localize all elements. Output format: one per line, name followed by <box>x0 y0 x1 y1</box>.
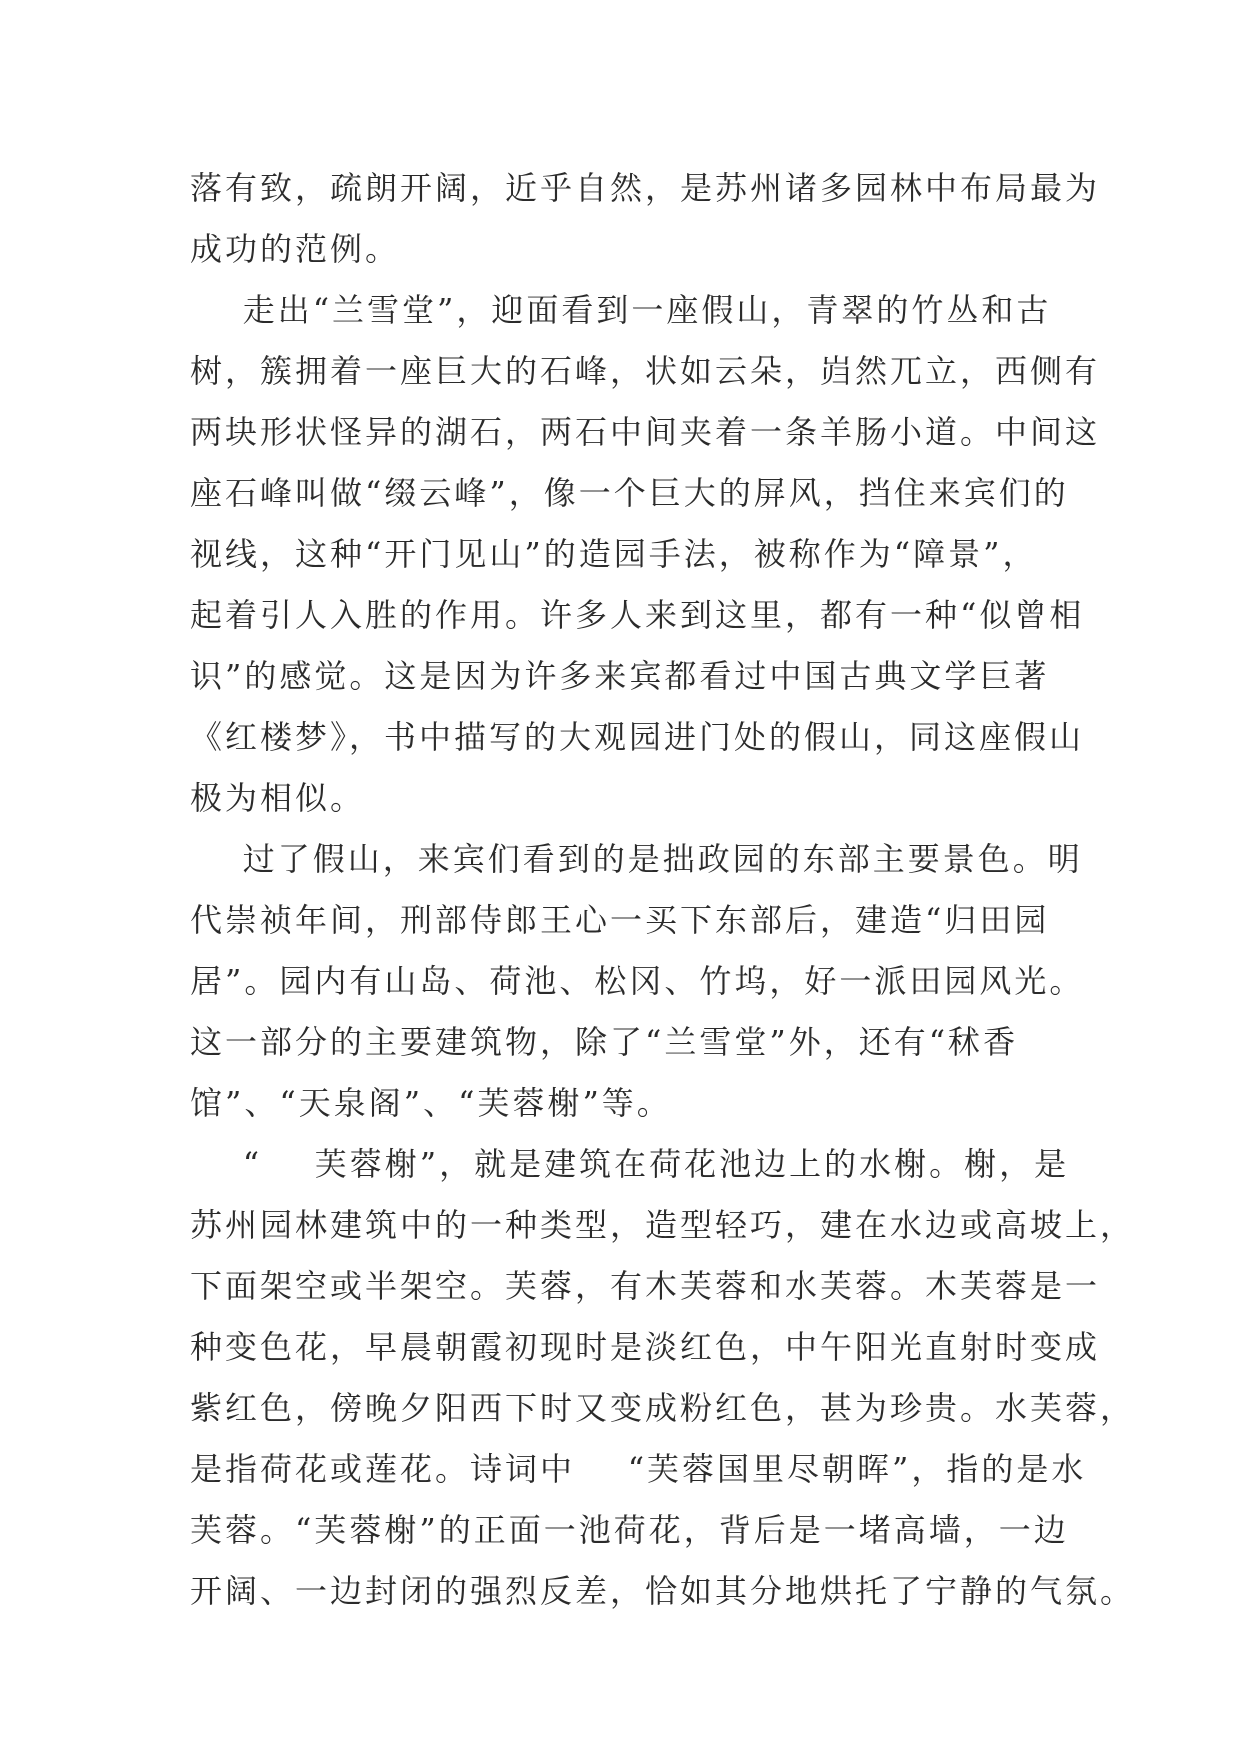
text-line: 苏州园林建筑中的一种类型，造型轻巧，建在水边或高坡上， <box>190 1206 1136 1244</box>
text-line: 起着引人入胜的作用。许多人来到这里，都有一种“似曾相 <box>190 596 1085 634</box>
text-line: “ 芙蓉榭”，就是建筑在荷花池边上的水榭。榭，是 <box>190 1145 1070 1183</box>
text-line: 极为相似。 <box>190 779 366 817</box>
text-line: 芙蓉。“芙蓉榭”的正面一池荷花，背后是一堵高墙，一边 <box>190 1511 1069 1549</box>
text-line: 这一部分的主要建筑物，除了“兰雪堂”外，还有“秫香 <box>190 1023 1019 1061</box>
text-line: 种变色花，早晨朝霞初现时是淡红色，中午阳光直射时变成 <box>190 1328 1101 1366</box>
text-line: 是指荷花或莲花。诗词中 “芙蓉国里尽朝晖”，指的是水 <box>190 1450 1087 1488</box>
text-line: 居”。园内有山岛、荷池、松冈、竹坞，好一派田园风光。 <box>190 962 1085 1000</box>
text-line: 代崇祯年间，刑部侍郎王心一买下东部后，建造“归田园 <box>190 901 1050 939</box>
text-line: 过了假山，来宾们看到的是拙政园的东部主要景色。明 <box>190 840 1083 878</box>
text-line: 馆”、“天泉阁”、“芙蓉榭”等。 <box>190 1084 672 1122</box>
text-line: 开阔、一边封闭的强烈反差，恰如其分地烘托了宁静的气氛。 <box>190 1572 1136 1610</box>
text-line: 下面架空或半架空。芙蓉，有木芙蓉和水芙蓉。木芙蓉是一 <box>190 1267 1101 1305</box>
text-line: 成功的范例。 <box>190 230 401 268</box>
text-line: 走出“兰雪堂”，迎面看到一座假山，青翠的竹丛和古 <box>190 291 1052 329</box>
text-line: 紫红色，傍晚夕阳西下时又变成粉红色，甚为珍贵。水芙蓉， <box>190 1389 1136 1427</box>
text-line: 树，簇拥着一座巨大的石峰，状如云朵，岿然兀立，西侧有 <box>190 352 1101 390</box>
body-text <box>190 158 1136 1622</box>
text-line: 视线，这种“开门见山”的造园手法，被称作为“障景”， <box>190 535 1038 573</box>
text-line: 两块形状怪异的湖石，两石中间夹着一条羊肠小道。中间这 <box>190 413 1101 451</box>
text-line: 识”的感觉。这是因为许多来宾都看过中国古典文学巨著 <box>190 657 1050 695</box>
text-line: 《红楼梦》，书中描写的大观园进门处的假山，同这座假山 <box>190 718 1085 756</box>
text-line: 落有致，疏朗开阔，近乎自然，是苏州诸多园林中布局最为 <box>190 169 1101 207</box>
text-line: 座石峰叫做“缀云峰”，像一个巨大的屏风，挡住来宾们的 <box>190 474 1069 512</box>
